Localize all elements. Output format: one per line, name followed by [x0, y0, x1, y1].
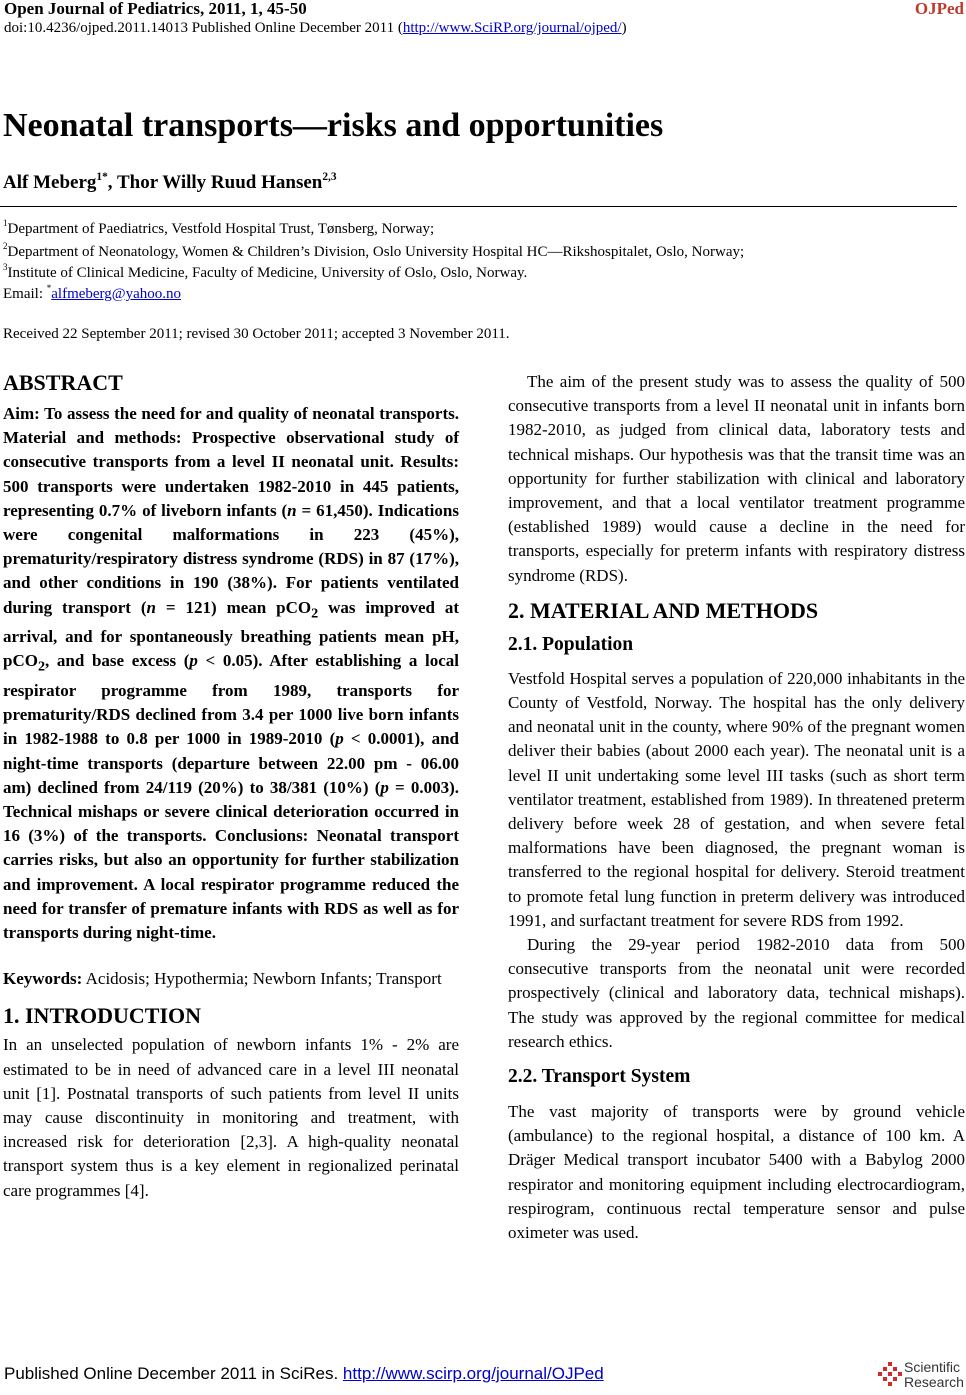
- doi-line: [4, 20, 627, 37]
- keywords-label: Keywords:: [3, 969, 83, 989]
- introduction-text: In an unselected population of newborn infants 1% - 2% are estimated to be in need of advanced care in a level III neonatal unit [1]. Postnatal transports of such patients from level II units may cause discontinuity in monitoring and treatment, with increased risk for deterioration [2,3]. A high-quality neonatal transport system thus is a key element in regionalized perinatal care programmes [4].: [3, 1035, 459, 1200]
- email-link[interactable]: alfmeberg@yahoo.no: [51, 286, 181, 302]
- affiliation-3-mark: 3: [3, 262, 8, 273]
- email-mark: *: [46, 283, 52, 294]
- abstract-text: Aim: To assess the need for and quality of neonatal transports. Material and methods: Prospective observational study of consecutive transports from a level II neonatal unit. Results: 500 transports were undertaken 1982-2010 in 445 patients, representing 0.7% of liveborn infants (n = 61,450). Indications were congenital malformations in 223 (45%), prematurity/respiratory distress syndrome (RDS) in 87 (17%), and other conditions in 190 (38%). For patients ventilated during transport (n = 121) mean pCO$_2$ was improved at arrival, and for spontaneously breathing patients mean pH, pCO$_2$, and base excess (p < 0.05). After establishing a local respirator programme from 1989, transports for prematurity/RDS declined from 3.4 per 1000 live born infants in 1982-1988 to 0.8 per 1000 in 1989-2010 (p < 0.0001), and night-time transports (departure between 22.00 pm - 06.00 am) declined from 24/119 (20%) to 38/381 (10%) (p = 0.003). Technical mishaps or severe clinical deterioration occurred in 16 (3%) of the transports. Conclusions: Neonatal transport carries risks, but also an opportunity for further stabilization and improvement. A local respirator programme reduced the need for transfer of premature infants with RDS as well as for transports during night-time.: [3, 404, 460, 943]
- author-2-affil: 2,3: [322, 170, 337, 183]
- left-column: [3, 370, 459, 1203]
- affiliation-2-text: Department of Neonatology, Women & Children’s Division, Oslo University Hospital HC—Rikshospitalet, Oslo, Norway;: [7, 244, 745, 260]
- author-separator: ,: [107, 172, 117, 193]
- received-dates: Received 22 September 2011; revised 30 October 2011; accepted 3 November 2011.: [3, 326, 510, 342]
- population-paragraph-2: During the 29-year period 1982-2010 data from 500 consecutive transports from the neonatal unit were recorded prospectively (clinical and laboratory data, technical mishaps). The study was approved by the regional committee for medical research ethics.: [508, 935, 965, 1051]
- abstract-heading: ABSTRACT: [3, 370, 123, 395]
- author-1-affil: 1*: [96, 170, 108, 183]
- scientific-research-logo: [878, 1360, 964, 1394]
- keywords-text: Acidosis; Hypothermia; Newborn Infants; Transport: [82, 969, 442, 989]
- keywords: [3, 967, 459, 991]
- author-1: Alf Meberg: [3, 172, 97, 193]
- population-paragraph-1: Vestfold Hospital serves a population of 220,000 inhabitants in the County of Vestfold, Norway. The hospital has the only delivery and neonatal unit in the county, where 90% of the pregnant women deliver their babies (about 2000 each year). The neonatal unit is a level II unit undertaking some level III tasks (such as short term ventilator treatment, established from 1989). In threatened preterm delivery before week 28 of gestation, and when severe fetal malformations have been diagnosed, the pregnant woman is transferred to the regional hospital for delivery. Steroid treatment to promote fetal lung function in preterm delivery was introduced 1991, and surfactant treatment for severe RDS from 1992.: [508, 668, 965, 930]
- footer-journal-link[interactable]: http://www.scirp.org/journal/OJPed: [342, 1364, 604, 1383]
- logo-text: Scientific Research: [904, 1359, 964, 1390]
- affiliation-3-text: Institute of Clinical Medicine, Faculty of Medicine, University of Oslo, Oslo, Norway.: [7, 265, 528, 281]
- affiliation-1: [3, 218, 435, 238]
- introduction-heading: 1. INTRODUCTION: [3, 1003, 202, 1029]
- author-list: [3, 172, 337, 194]
- journal-code: OJPed: [914, 0, 964, 18]
- affiliation-2-mark: 2: [3, 241, 8, 252]
- introduction-continued: The aim of the present study was to assess the quality of 500 consecutive transports from a level II neonatal unit in infants born 1982-2010, as judged from clinical data, laboratory tests and technical mishaps. Our hypothesis was that the transit time was an opportunity for further stabilization with clinical and laboratory improvement, and that a local ventilator treatment programme (established 1989) would cause a decline in the need for transports, especially for preterm infants with respiratory distress syndrome (RDS).: [508, 372, 965, 585]
- doi-suffix: ): [621, 20, 627, 36]
- doi-prefix: doi:10.4236/ojped.2011.14013 Published Online December 2011 (: [4, 20, 403, 36]
- methods-heading: 2. MATERIAL AND METHODS: [508, 597, 819, 623]
- email-label: Email:: [3, 286, 47, 302]
- right-column: [508, 370, 965, 1245]
- population-heading: 2.1. Population: [508, 633, 634, 655]
- transport-system-paragraph: The vast majority of transports were by ground vehicle (ambulance) to the regional hospital, a distance of 100 km. A Dräger Medical transport incubator 5400 with a Babylog 2000 respirator and monitoring equipment including electrocardiogram, respirogram, continuous rectal temperature sensor and pulse oximeter was used.: [508, 1102, 965, 1243]
- email-line: [3, 283, 181, 303]
- title-divider: [0, 206, 957, 207]
- author-2: Thor Willy Ruud Hansen: [116, 172, 323, 193]
- journal-url-link[interactable]: http://www.SciRP.org/journal/ojped/: [402, 20, 622, 36]
- journal-name: Open Journal of Pediatrics, 2011, 1, 45-50: [4, 0, 307, 18]
- paper-title: Neonatal transports—risks and opportunities: [3, 107, 664, 144]
- affiliation-1-mark: 1: [3, 218, 8, 229]
- affiliation-2: [3, 241, 745, 261]
- transport-system-heading: 2.2. Transport System: [508, 1066, 691, 1088]
- publisher-logo-icon: [878, 1360, 902, 1390]
- affiliation-1-text: Department of Paediatrics, Vestfold Hospital Trust, Tønsberg, Norway;: [7, 221, 435, 237]
- affiliation-3: [3, 262, 528, 282]
- footer-published: Published Online December 2011 in SciRes. http://www.scirp.org/journal/OJPed: [4, 1364, 604, 1383]
